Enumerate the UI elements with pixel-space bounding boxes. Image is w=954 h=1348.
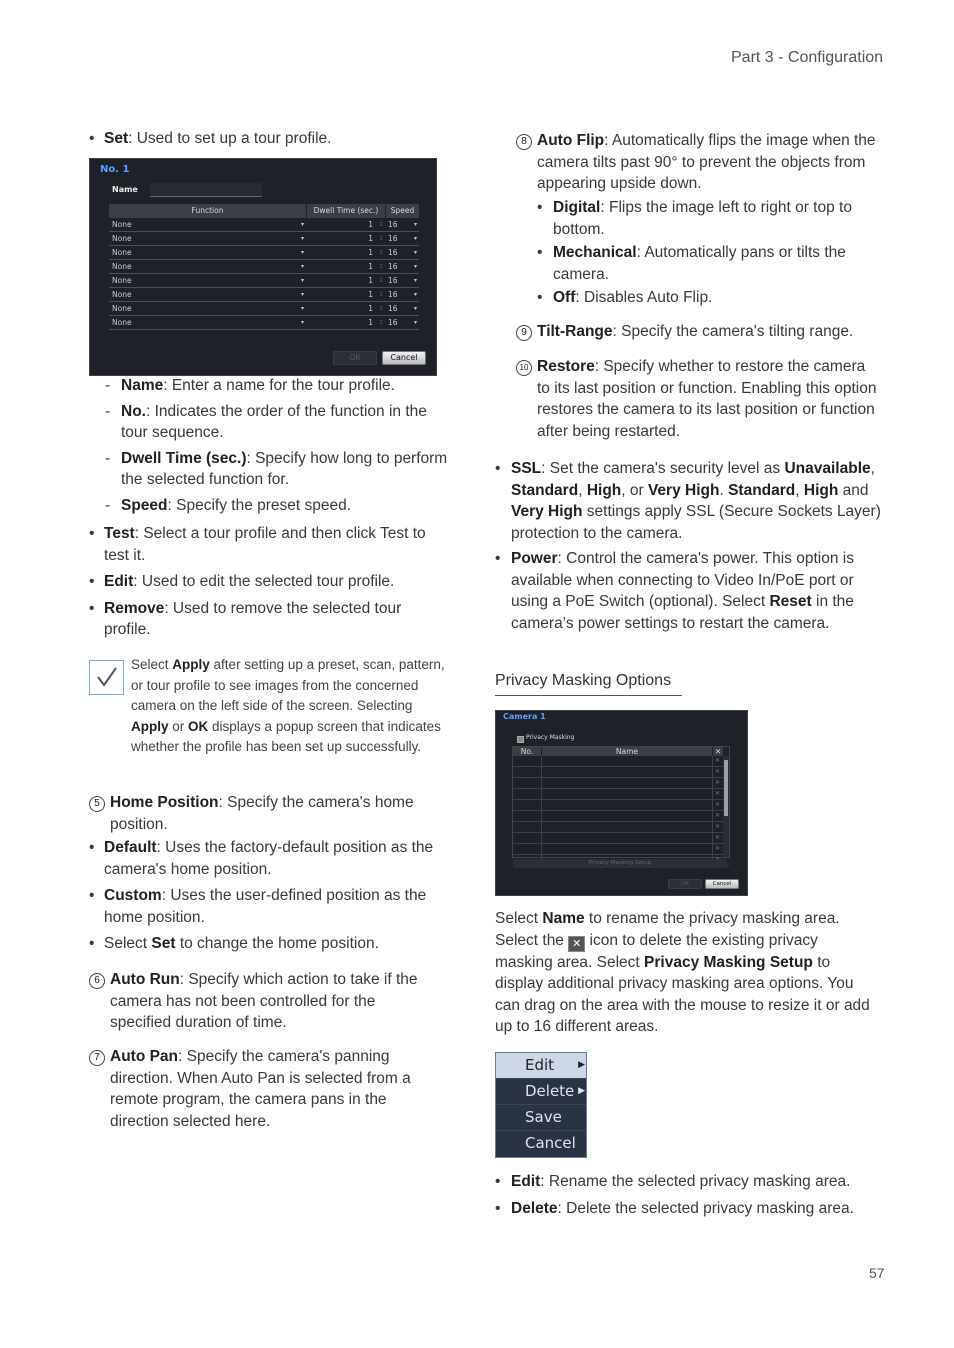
stepper-icon: ⁝: [380, 319, 382, 326]
col-function: Function: [109, 204, 306, 218]
speed-select[interactable]: 16 ▾: [388, 318, 417, 327]
table-row[interactable]: [109, 316, 419, 330]
privacy-masking-dialog: [495, 710, 748, 896]
dropdown-icon: ▾: [413, 319, 417, 326]
function-select[interactable]: None ▾: [112, 276, 304, 285]
page-number: 57: [869, 1265, 885, 1281]
dropdown-icon: ▾: [300, 249, 304, 256]
checkmark-note-icon: [89, 660, 124, 695]
table-row[interactable]: [109, 302, 419, 316]
menu-item-cancel[interactable]: Cancel: [525, 1134, 576, 1152]
dialog-title: Camera 1: [503, 712, 546, 721]
home-position-options: [89, 837, 453, 955]
tilt-range-item: 9 Tilt-Range: Specify the camera's tilting range.: [516, 321, 886, 343]
stepper-icon: ⁝: [380, 263, 382, 270]
delete-icon[interactable]: ✕: [714, 812, 721, 819]
dwell-stepper[interactable]: 1 ⁝: [368, 318, 382, 327]
list-item: • Edit: Rename the selected privacy masking area.: [495, 1173, 851, 1190]
submenu-arrow-icon: ▶: [578, 1060, 585, 1070]
ok-button[interactable]: OK: [668, 879, 702, 889]
auto-flip-item: 8 Auto Flip: Automatically flips the image when the camera tilts past 90° to prevent the objects from appearing upside down.: [516, 130, 878, 195]
table-row[interactable]: [513, 833, 729, 844]
dropdown-icon: ▾: [413, 249, 417, 256]
dwell-stepper[interactable]: 1 ⁝: [368, 276, 382, 285]
menu-item-delete[interactable]: Delete ▶: [496, 1079, 586, 1105]
cancel-button[interactable]: Cancel: [705, 879, 739, 889]
stepper-icon: ⁝: [380, 249, 382, 256]
table-row[interactable]: [109, 274, 419, 288]
dwell-stepper[interactable]: 1 ⁝: [368, 290, 382, 299]
checkbox-label: Privacy Masking: [526, 734, 575, 741]
table-row[interactable]: [513, 778, 729, 789]
tour-action-list: [89, 523, 449, 641]
dropdown-icon: ▾: [413, 263, 417, 270]
function-select[interactable]: None ▾: [112, 262, 304, 271]
list-item: - Speed: Specify the preset speed.: [105, 496, 352, 514]
dropdown-icon: ▾: [413, 235, 417, 242]
speed-select[interactable]: 16 ▾: [388, 234, 417, 243]
delete-x-icon: ✕: [568, 936, 585, 952]
speed-select[interactable]: 16 ▾: [388, 304, 417, 313]
table-row[interactable]: [109, 260, 419, 274]
delete-icon[interactable]: ✕: [714, 823, 721, 830]
function-select[interactable]: None ▾: [112, 304, 304, 313]
speed-select[interactable]: 16 ▾: [388, 262, 417, 271]
stepper-icon: ⁝: [380, 305, 382, 312]
privacy-masking-checkbox[interactable]: [517, 736, 524, 743]
tour-profile-dialog: [89, 158, 437, 376]
dropdown-icon: ▾: [413, 277, 417, 284]
dropdown-icon: ▾: [413, 305, 417, 312]
dropdown-icon: ▾: [300, 263, 304, 270]
dwell-stepper[interactable]: 1 ⁝: [368, 304, 382, 313]
term: Set: [104, 130, 129, 147]
dropdown-icon: ▾: [300, 221, 304, 228]
tour-table: [109, 204, 419, 330]
speed-select[interactable]: 16 ▾: [388, 290, 417, 299]
delete-icon[interactable]: ✕: [714, 768, 721, 775]
menu-item-save[interactable]: Save: [496, 1105, 586, 1131]
table-row[interactable]: [109, 288, 419, 302]
ok-button[interactable]: OK: [333, 351, 377, 365]
list-item: • Mechanical: Automatically pans or tilts the camera.: [537, 244, 846, 283]
table-row[interactable]: [109, 218, 419, 232]
desc: : Used to set up a tour profile.: [128, 130, 332, 147]
table-header: [109, 204, 419, 218]
dwell-stepper[interactable]: 1 ⁝: [368, 220, 382, 229]
list-item: - No.: Indicates the order of the function in the tour sequence.: [105, 402, 427, 441]
table-row[interactable]: [513, 789, 729, 800]
power-item: • Power: Control the camera's power. This option is available when connecting to Video In/PoE port or using a PoE Switch (optional). Select Reset in the camera’s power settings to restart the camera.: [495, 550, 854, 632]
list-item: • Remove: Used to remove the selected tour profile.: [89, 599, 402, 638]
dropdown-icon: ▾: [300, 235, 304, 242]
table-row[interactable]: [513, 811, 729, 822]
cancel-button[interactable]: Cancel: [382, 351, 426, 365]
list-item: • Off: Disables Auto Flip.: [537, 289, 713, 306]
restore-item: 10 Restore: Specify whether to restore the camera to its last position or function. Enabling this option restores the camera to its last position or function after being restarted.: [516, 356, 878, 442]
auto-pan-item: 7 Auto Pan: Specify the camera's panning direction. When Auto Pan is selected from a remote program, the camera pans in the direction selected here.: [89, 1046, 424, 1132]
table-header: [513, 747, 729, 756]
circled-number: 7: [89, 1050, 105, 1066]
auto-run-item: 6 Auto Run: Specify which action to take if the camera has not been controlled for the specified duration of time.: [89, 969, 429, 1034]
table-row[interactable]: [513, 822, 729, 833]
list-item: • Select Set to change the home position.: [89, 935, 379, 952]
list-item: • Test: Select a tour profile and then click Test to test it.: [89, 525, 426, 564]
delete-icon[interactable]: ✕: [714, 757, 721, 764]
table-row[interactable]: [513, 756, 729, 767]
stepper-icon: ⁝: [380, 277, 382, 284]
dropdown-icon: ▾: [300, 291, 304, 298]
stepper-icon: ⁝: [380, 235, 382, 242]
circled-number: 5: [89, 796, 105, 812]
function-select[interactable]: None ▾: [112, 248, 304, 257]
delete-icon[interactable]: ✕: [714, 779, 721, 786]
stepper-icon: ⁝: [380, 221, 382, 228]
circled-number: 6: [89, 973, 105, 989]
col-speed: Speed: [386, 204, 419, 218]
function-select[interactable]: None ▾: [112, 234, 304, 243]
col-name: Name: [542, 747, 712, 756]
speed-select[interactable]: 16 ▾: [388, 220, 417, 229]
ssl-item: • SSL: Set the camera's security level as Unavailable, Standard, High, or Very High. Standard, High and Very High settings apply SSL (Secure Sockets Layer) protection to the camera.: [495, 460, 881, 542]
list-item: • Edit: Used to edit the selected tour profile.: [89, 573, 395, 590]
table-row[interactable]: [513, 844, 729, 855]
stepper-icon: ⁝: [380, 291, 382, 298]
delete-icon[interactable]: ✕: [714, 790, 721, 797]
dropdown-icon: ▾: [413, 291, 417, 298]
list-item: • Default: Uses the factory-default position as the camera's home position.: [89, 839, 434, 878]
tour-field-list: [105, 375, 455, 516]
privacy-description: Select Name to rename the privacy masking area. Select the ✕ icon to delete the existing privacy masking area. Select Privacy Masking Setup to display additional privacy masking area options. You can drag on the area with the mouse to resize it or add up to 16 different areas.: [495, 910, 870, 1035]
table-row[interactable]: [109, 232, 419, 246]
function-select[interactable]: None ▾: [112, 318, 304, 327]
dialog-title: No. 1: [100, 164, 130, 175]
bullet-dot: •: [89, 130, 95, 147]
circled-number: 8: [516, 134, 532, 150]
delete-icon[interactable]: ✕: [714, 801, 721, 808]
note-text: Select Apply after setting up a preset, scan, pattern, or tour profile to see images from the concerned camera on the left side of the screen. Selecting Apply or OK displays a popup screen that indicates whether the profile has been set up successfully.: [131, 657, 445, 754]
menu-option-list: [495, 1171, 885, 1219]
list-item: - Name: Enter a name for the tour profile.: [105, 377, 395, 394]
list-item: • Custom: Uses the user-defined position as the home position.: [89, 887, 427, 926]
table-row[interactable]: [109, 246, 419, 260]
list-item: • Delete: Delete the selected privacy masking area.: [495, 1199, 854, 1217]
col-delete: ✕: [714, 747, 722, 756]
delete-icon[interactable]: ✕: [714, 834, 721, 841]
circled-number: 9: [516, 325, 532, 341]
dwell-stepper[interactable]: 1 ⁝: [368, 262, 382, 271]
section-header: Part 3 - Configuration: [731, 49, 884, 66]
menu-item-edit[interactable]: Edit ▶: [496, 1053, 586, 1079]
col-no: No.: [513, 747, 541, 756]
table-row[interactable]: [513, 800, 729, 811]
delete-icon[interactable]: ✕: [714, 845, 721, 852]
dropdown-icon: ▾: [300, 277, 304, 284]
list-item: - Dwell Time (sec.): Specify how long to perform the selected function for.: [105, 449, 448, 488]
dropdown-icon: ▾: [413, 221, 417, 228]
speed-select[interactable]: 16 ▾: [388, 248, 417, 257]
dropdown-icon: ▾: [300, 319, 304, 326]
privacy-heading: Privacy Masking Options: [495, 672, 682, 696]
table-row[interactable]: [513, 767, 729, 778]
speed-select[interactable]: 16 ▾: [388, 276, 417, 285]
col-dwell: Dwell Time (sec.): [307, 204, 385, 218]
privacy-masking-setup-button[interactable]: Privacy Masking Setup: [513, 859, 727, 868]
name-label: Name: [112, 185, 138, 194]
privacy-table: [512, 746, 730, 858]
set-bullet: [89, 128, 449, 150]
list-item: • Digital: Flips the image left to right or top to bottom.: [537, 199, 852, 238]
dwell-stepper[interactable]: 1 ⁝: [368, 248, 382, 257]
function-select[interactable]: None ▾: [112, 220, 304, 229]
home-position-item: 5 Home Position: Specify the camera's home position.: [89, 792, 451, 835]
submenu-arrow-icon: ▶: [578, 1086, 585, 1096]
dropdown-icon: ▾: [300, 305, 304, 312]
name-input[interactable]: [150, 183, 262, 197]
circled-number: 10: [516, 360, 532, 376]
dwell-stepper[interactable]: 1 ⁝: [368, 234, 382, 243]
auto-flip-options: [537, 197, 877, 309]
context-menu: [495, 1052, 587, 1158]
function-select[interactable]: None ▾: [112, 290, 304, 299]
scrollbar[interactable]: [723, 756, 729, 857]
